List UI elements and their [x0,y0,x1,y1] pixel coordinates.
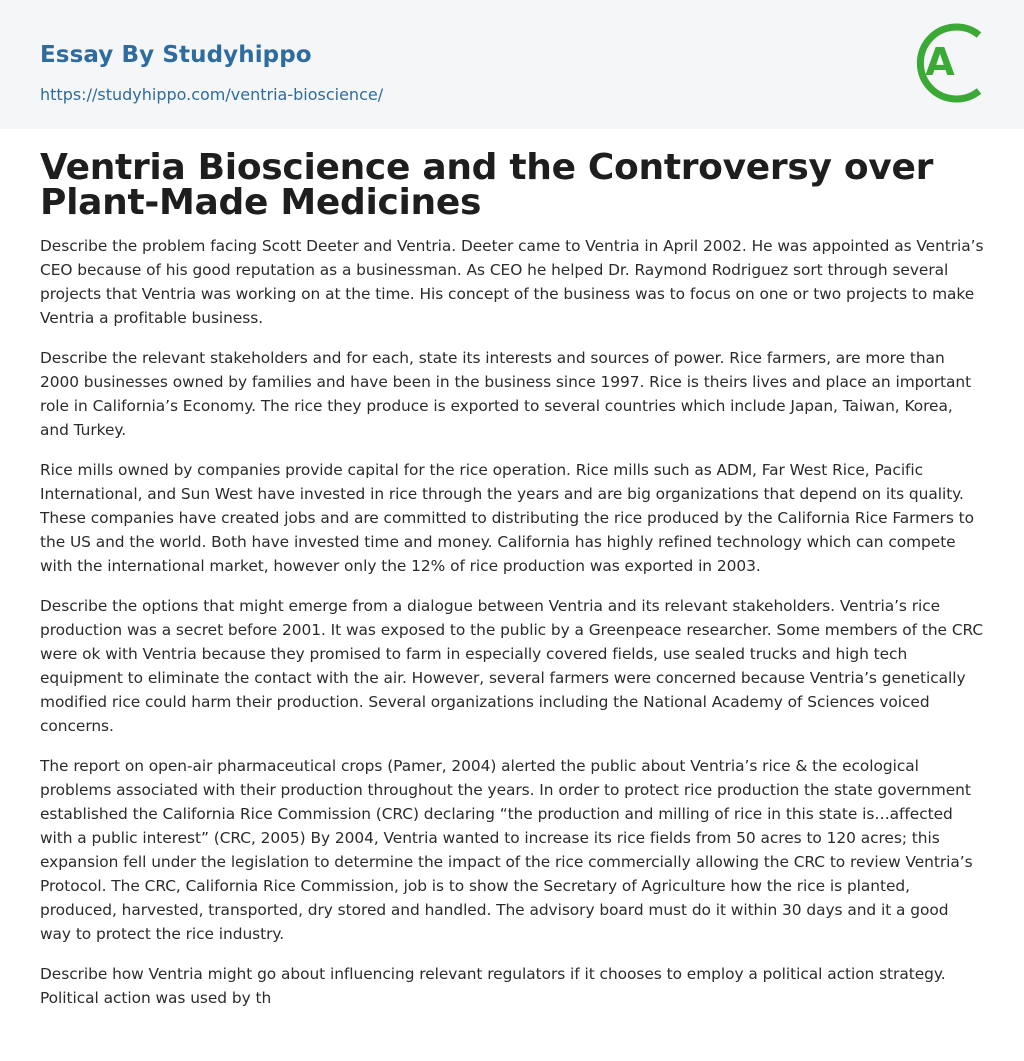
brand-title[interactable]: Essay By Studyhippo [40,42,312,68]
essay-paragraph: Describe how Ventria might go about influencing relevant regulators if it chooses to employ a political action strategy. Political action was used by th [40,965,946,1007]
site-header [0,0,1024,129]
essay-content [40,147,984,1026]
essay-title: Ventria Bioscience and the Controversy over Plant-Made Medicines [40,147,934,223]
essay-url-link[interactable]: https://studyhippo.com/ventria-bioscience/ [40,85,384,104]
studyhippo-logo-icon[interactable] [912,19,988,107]
essay-paragraph: Rice mills owned by companies provide capital for the rice operation. Rice mills such as ADM, Far West Rice, Pacific International, and Sun West have invested in rice through the years and are big organizations that depend on its quality. These companies have created jobs and are committed to distributing the rice produced by the California Rice Farmers to the US and the world. Both have invested time and money. California has highly refined technology which can compete with the international market, however only the 12% of rice production was exported in 2003. [40,461,974,575]
logo-letter: A [925,40,955,84]
essay-paragraph: Describe the options that might emerge from a dialogue between Ventria and its relevant stakeholders. Ventria’s rice production was a secret before 2001. It was exposed to the public by a Greenpeace researcher. Some members of the CRC were ok with Ventria because they promised to farm in especially covered fields, use sealed trucks and high tech equipment to eliminate the contact with the air. However, several farmers were concerned because Ventria’s genetically modified rice could harm their production. Several organizations including the National Academy of Sciences voiced concerns. [40,597,984,735]
essay-paragraph: Describe the problem facing Scott Deeter and Ventria. Deeter came to Ventria in April 2002. He was appointed as Ventria’s CEO because of his good reputation as a businessman. As CEO he helped Dr. Raymond Rodriguez sort through several projects that Ventria was working on at the time. His concept of the business was to focus on one or two projects to make Ventria a profitable business. [40,237,984,327]
essay-paragraph: Describe the relevant stakeholders and for each, state its interests and sources of power. Rice farmers, are more than 2000 businesses owned by families and have been in the business since 1997. Rice is theirs lives and place an important role in California’s Economy. The rice they produce is exported to several countries which include Japan, Taiwan, Korea, and Turkey. [40,349,972,439]
essay-paragraph: The report on open-air pharmaceutical crops (Pamer, 2004) alerted the public about Ventria’s rice & the ecological problems associated with their production throughout the years. In order to protect rice production the state government established the California Rice Commission (CRC) declaring “the production and milling of rice in this state is…affected with a public interest” (CRC, 2005) By 2004, Ventria wanted to increase its rice fields from 50 acres to 120 acres; this expansion fell under the legislation to determine the impact of the rice commercially allowing the CRC to review Ventria’s Protocol. The CRC, California Rice Commission, job is to show the Secretary of Agriculture how the rice is planted, produced, harvested, transported, dry stored and handled. The advisory board must do it within 30 days and it a good way to protect the rice industry. [40,757,973,943]
